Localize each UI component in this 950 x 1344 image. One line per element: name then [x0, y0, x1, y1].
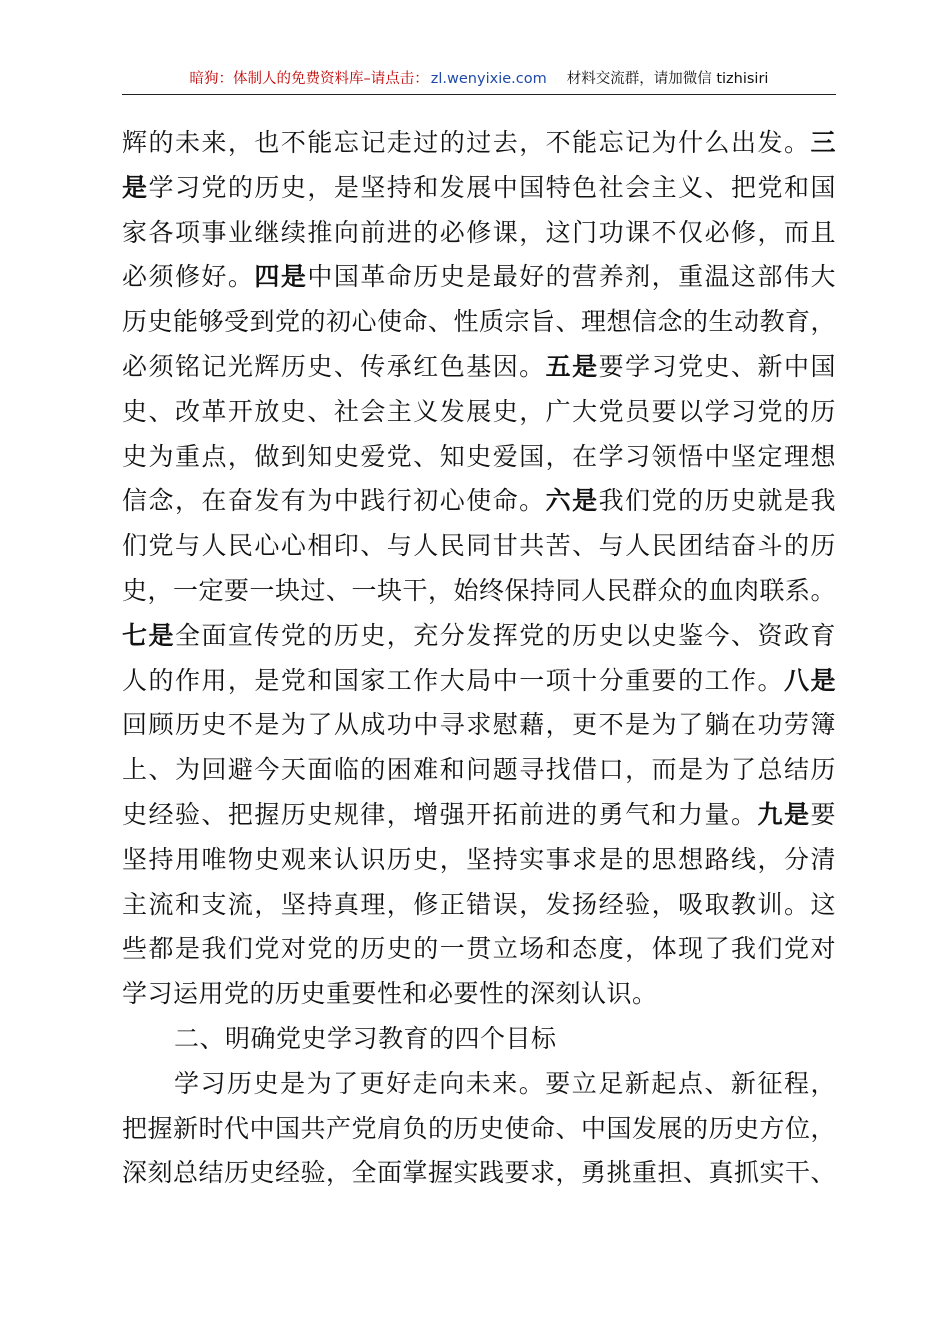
- section-heading: 二、明确党史学习教育的四个目标: [174, 1023, 557, 1053]
- header-url-link[interactable]: zl.wenyixie.com: [430, 71, 547, 87]
- text-line: 必须修好。四是中国革命历史是最好的营养剂，重温这部伟大: [122, 262, 836, 292]
- text-line: 历史能够受到党的初心使命、性质宗旨、理想信念的生动教育，: [122, 307, 837, 337]
- page-header: [122, 66, 836, 95]
- text-line: 史经验、把握历史规律，增强开拓前进的勇气和力量。九是要: [122, 799, 836, 829]
- text-line: 信念，在奋发有为中践行初心使命。六是我们党的历史就是我: [122, 486, 836, 516]
- text-line: 史，一定要一块过、一块干，始终保持同人民群众的血肉联系。: [122, 575, 837, 605]
- text-line: 家各项事业继续推向前进的必修课，这门功课不仅必修，而且: [122, 217, 836, 247]
- text-line: 们党与人民心心相印、与人民同甘共苦、与人民团结奋斗的历: [122, 531, 836, 561]
- text-line: 学习运用党的历史重要性和必要性的深刻认识。: [122, 979, 658, 1009]
- text-line: 些都是我们党对党的历史的一贯立场和态度，体现了我们党对: [122, 934, 836, 964]
- header-prompt: –请点击：: [363, 71, 429, 87]
- text-line: 把握新时代中国共产党肩负的历史使命、中国发展的历史方位，: [122, 1113, 837, 1143]
- header-site-name: 暗狗：体制人的免费资料库: [189, 71, 364, 87]
- text-line: 史、改革开放史、社会主义发展史，广大党员要以学习党的历: [122, 396, 836, 426]
- document-body: [122, 121, 836, 1196]
- text-line: 深刻总结历史经验，全面掌握实践要求，勇挑重担、真抓实干、: [122, 1158, 837, 1188]
- text-line: 上、为回避今天面临的困难和问题寻找借口，而是为了总结历: [122, 755, 836, 785]
- text-line: 辉的未来，也不能忘记走过的过去，不能忘记为什么出发。三: [122, 128, 836, 157]
- header-contact: 材料交流群，请加微信 tizhisiri: [566, 71, 769, 87]
- text-line: 人的作用，是党和国家工作大局中一项十分重要的工作。八是: [122, 665, 836, 695]
- text-line: 坚持用唯物史观来认识历史，坚持实事求是的思想路线，分清: [122, 844, 836, 874]
- text-line: 是学习党的历史，是坚持和发展中国特色社会主义、把党和国: [122, 172, 836, 202]
- text-line: 学习历史是为了更好走向未来。要立足新起点、新征程，: [174, 1068, 836, 1098]
- text-line: 史为重点，做到知史爱党、知史爱国，在学习领悟中坚定理想: [122, 441, 836, 471]
- text-line: 必须铭记光辉历史、传承红色基因。五是要学习党史、新中国: [122, 351, 836, 381]
- text-line: 主流和支流，坚持真理，修正错误，发扬经验，吸取教训。这: [122, 889, 836, 919]
- text-line: 七是全面宣传党的历史，充分发挥党的历史以史鉴今、资政育: [122, 620, 836, 650]
- text-line: 回顾历史不是为了从成功中寻求慰藉，更不是为了躺在功劳簿: [122, 710, 836, 740]
